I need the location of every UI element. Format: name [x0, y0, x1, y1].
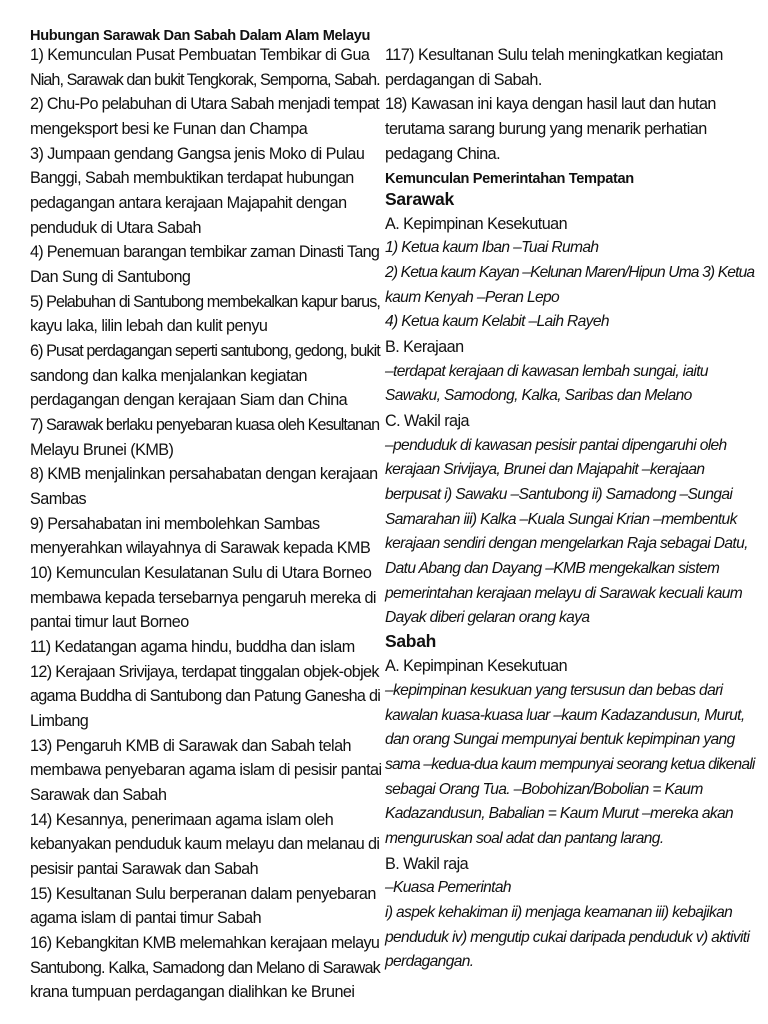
text-line: 18) Kawasan ini kaya dengan hasil laut dan hutan: [385, 95, 716, 113]
text-line: kerajaan sendiri dengan mengelarkan Raja sebagai Datu,: [385, 535, 748, 552]
text-line: A. Kepimpinan Kesekutuan: [385, 657, 568, 675]
text-line: penduduk di Utara Sabah: [30, 219, 201, 237]
text-line: 7) Sarawak berlaku penyebaran kuasa oleh Kesultanan: [30, 416, 380, 434]
text-line: 6) Pusat perdagangan seperti santubong, gedong, bukit: [30, 342, 380, 360]
text-line: Santubong. Kalka, Samadong dan Melano di Sarawak: [30, 959, 380, 977]
region-heading-sabah: Sabah: [385, 631, 437, 651]
text-line: 9) Persahabatan ini membolehkan Sambas: [30, 515, 320, 533]
text-line: kerajaan Srivijaya, Brunei dan Majapahit –kerajaan: [385, 461, 705, 478]
text-line: agama islam di pantai timur Sabah: [30, 909, 262, 927]
text-line: membawa penyebaran agama islam di pesisir pantai: [30, 761, 382, 779]
text-line: i) aspek kehakiman ii) menjaga keamanan iii) kebajikan: [385, 904, 733, 921]
text-line: agama Buddha di Santubong dan Patung Ganesha di: [30, 687, 381, 705]
text-line: Banggi, Sabah membuktikan terdapat hubungan: [30, 169, 354, 187]
text-line: 117) Kesultanan Sulu telah meningkatkan kegiatan: [385, 46, 723, 64]
text-line: menguruskan soal adat dan pantang larang.: [385, 830, 664, 847]
text-line: mengeksport besi ke Funan dan Champa: [30, 120, 308, 138]
text-line: dan orang Sungai mempunyai bentuk kepimpinan yang: [385, 731, 735, 748]
text-line: Datu Abang dan Dayang –KMB mengekalkan sistem: [385, 560, 720, 577]
text-line: krana tumpuan perdagangan dialihkan ke Brunei: [30, 983, 355, 1001]
text-line: 11) Kedatangan agama hindu, buddha dan islam: [30, 638, 355, 656]
region-heading-sarawak: Sarawak: [385, 189, 454, 209]
text-line: sandong dan kalka menjalankan kegiatan: [30, 367, 307, 385]
text-line: 1) Kemunculan Pusat Pembuatan Tembikar di Gua: [30, 46, 370, 64]
text-line: –kepimpinan kesukuan yang tersusun dan bebas dari: [385, 682, 723, 699]
text-line: –penduduk di kawasan pesisir pantai dipengaruhi oleh: [385, 437, 727, 454]
text-line: perdagangan dengan kerajaan Siam dan China: [30, 391, 348, 409]
text-line: menyerahkan wilayahnya di Sarawak kepada KMB: [30, 539, 371, 557]
text-line: 10) Kemunculan Kesulatanan Sulu di Utara Borneo: [30, 564, 372, 582]
text-line: penduduk iv) mengutip cukai daripada penduduk v) aktiviti: [385, 929, 750, 946]
text-line: terutama sarang burung yang menarik perhatian: [385, 120, 707, 138]
text-line: B. Wakil raja: [385, 855, 469, 873]
text-line: 8) KMB menjalinkan persahabatan dengan kerajaan: [30, 465, 378, 483]
text-line: 3) Jumpaan gendang Gangsa jenis Moko di Pulau: [30, 145, 365, 163]
text-line: membawa kepada tersebarnya pengaruh mereka di: [30, 589, 376, 607]
text-line: 15) Kesultanan Sulu berperanan dalam penyebaran: [30, 885, 376, 903]
text-line: Kadazandusun, Babalian = Kaum Murut –mereka akan: [385, 805, 734, 822]
text-line: kawalan kuasa-kuasa luar –kaum Kadazandusun, Murut,: [385, 707, 745, 724]
text-line: 12) Kerajaan Srivijaya, terdapat tinggalan objek-objek: [30, 663, 379, 681]
text-line: pantai timur laut Borneo: [30, 613, 189, 631]
text-line: pedagangan antara kerajaan Majapahit dengan: [30, 194, 347, 212]
text-line: B. Kerajaan: [385, 338, 464, 356]
text-line: pesisir pantai Sarawak dan Sabah: [30, 860, 259, 878]
text-line: 16) Kebangkitan KMB melemahkan kerajaan melayu: [30, 934, 380, 952]
text-line: Sambas: [30, 490, 87, 508]
text-line: Sawaku, Samodong, Kalka, Saribas dan Melano: [385, 387, 692, 404]
text-line: Sarawak dan Sabah: [30, 786, 167, 804]
text-line: kaum Kenyah –Peran Lepo: [385, 289, 560, 306]
section-heading: Kemunculan Pemerintahan Tempatan: [385, 171, 634, 187]
text-line: sebagai Orang Tua. –Bobohizan/Bobolian = Kaum: [385, 781, 703, 798]
text-line: 4) Penemuan barangan tembikar zaman Dinasti Tang: [30, 243, 380, 261]
text-line: Niah, Sarawak dan bukit Tengkorak, Semporna, Sabah.: [30, 71, 380, 89]
text-line: perdagangan di Sabah.: [385, 71, 542, 89]
text-line: –Kuasa Pemerintah: [385, 879, 511, 896]
text-line: C. Wakil raja: [385, 412, 469, 430]
text-line: 14) Kesannya, penerimaan agama islam oleh: [30, 811, 334, 829]
text-line: Dayak diberi gelaran orang kaya: [385, 609, 590, 626]
text-line: pedagang China.: [385, 145, 501, 163]
text-line: Limbang: [30, 712, 89, 730]
text-line: kayu laka, lilin lebah dan kulit penyu: [30, 317, 268, 335]
text-line: perdagangan.: [385, 953, 474, 970]
text-line: 5) Pelabuhan di Santubong membekalkan kapur barus,: [30, 293, 380, 311]
text-line: sama –kedua-dua kaum mempunyai seorang ketua dikenali: [385, 756, 755, 773]
text-line: A. Kepimpinan Kesekutuan: [385, 215, 568, 233]
text-line: –terdapat kerajaan di kawasan lembah sungai, iaitu: [385, 363, 708, 380]
text-line: 4) Ketua kaum Kelabit –Laih Rayeh: [385, 313, 609, 330]
text-line: Dan Sung di Santubong: [30, 268, 191, 286]
text-line: 2) Ketua kaum Kayan –Kelunan Maren/Hipun Uma 3) Ketua: [385, 264, 755, 281]
text-line: Samarahan iii) Kalka –Kuala Sungai Krian –membentuk: [385, 511, 737, 528]
document-title: Hubungan Sarawak Dan Sabah Dalam Alam Melayu: [30, 28, 371, 44]
text-line: berpusat i) Sawaku –Santubong ii) Samadong –Sungai: [385, 486, 733, 503]
text-line: kebanyakan penduduk kaum melayu dan melanau di: [30, 835, 380, 853]
text-line: 1) Ketua kaum Iban –Tuai Rumah: [385, 239, 599, 256]
text-line: pemerintahan kerajaan melayu di Sarawak kecuali kaum: [385, 585, 743, 602]
text-line: 13) Pengaruh KMB di Sarawak dan Sabah telah: [30, 737, 352, 755]
text-line: Melayu Brunei (KMB): [30, 441, 174, 459]
text-line: 2) Chu-Po pelabuhan di Utara Sabah menjadi tempat: [30, 95, 380, 113]
